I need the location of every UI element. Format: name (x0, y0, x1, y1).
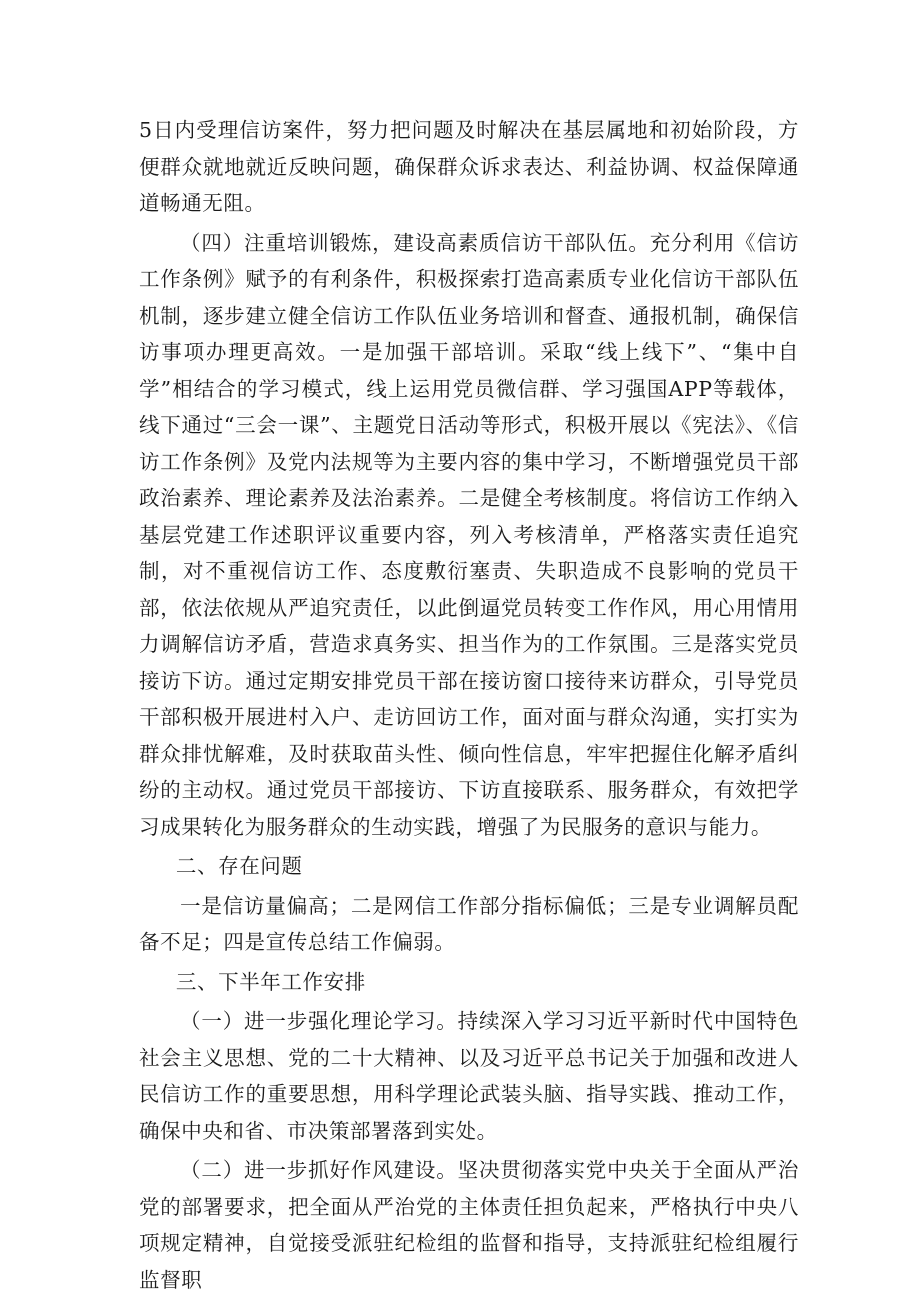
paragraph-problems-list: 一是信访量偏高；二是网信工作部分指标偏低；三是专业调解员配备不足；四是宣传总结工作偏弱。 (139, 893, 799, 954)
paragraph-plan-two: （二）进一步抓好作风建设。坚决贯彻落实党中央关于全面从严治党的部署要求，把全面从严治党的主体责任担负起来，严格执行中央八项规定精神，自觉接受派驻纪检组的监督和指导，支持派驻纪检组履行监督职 (139, 1158, 799, 1292)
paragraph-section-four: （四）注重培训锻炼，建设高素质信访干部队伍。充分利用《信访工作条例》赋予的有利条件，积极探索打造高素质专业化信访干部队伍机制，逐步建立健全信访工作队伍业务培训和督查、通报机制，确保信访事项办理更高效。一是加强干部培训。采取“线上线下”、“集中自学”相结合的学习模式，线上运用党员微信群、学习强国APP等载体，线下通过“三会一课”、主题党日活动等形式，积极开展以《宪法》、《信访工作条例》及党内法规等为主要内容的集中学习，不断增强党员干部政治素养、理论素养及法治素养。二是健全考核制度。将信访工作纳入基层党建工作述职评议重要内容，列入考核清单，严格落实责任追究制，对不重视信访工作、态度敷衍塞责、失职造成不良影响的党员干部，依法依规从严追究责任，以此倒逼党员转变工作作风，用心用情用力调解信访矛盾，营造求真务实、担当作为的工作氛围。三是落实党员接访下访。通过定期安排党员干部在接访窗口接待来访群众，引导党员干部积极开展进村入户、走访回访工作，面对面与群众沟通，实打实为群众排忧解难，及时获取苗头性、倾向性信息，牢牢把握住化解矛盾纠纷的主动权。通过党员干部接访、下访直接联系、服务群众，有效把学习成果转化为服务群众的生动实践，增强了为民服务的意识与能力。 (139, 230, 799, 839)
document-page (139, 112, 799, 1301)
paragraph-plan-one: （一）进一步强化理论学习。持续深入学习习近平新时代中国特色社会主义思想、党的二十大精神、以及习近平总书记关于加强和改进人民信访工作的重要思想，用科学理论武装头脑、指导实践、推动工作，确保中央和省、市决策部署落到实处。 (139, 1009, 799, 1143)
heading-second-half-plan: 三、下半年工作安排 (175, 969, 366, 994)
paragraph-continuation: 5日内受理信访案件，努力把问题及时解决在基层属地和初始阶段，方便群众就地就近反映问题，确保群众诉求表达、利益协调、权益保障通道畅通无阻。 (139, 118, 799, 215)
heading-existing-problems: 二、存在问题 (175, 854, 303, 878)
